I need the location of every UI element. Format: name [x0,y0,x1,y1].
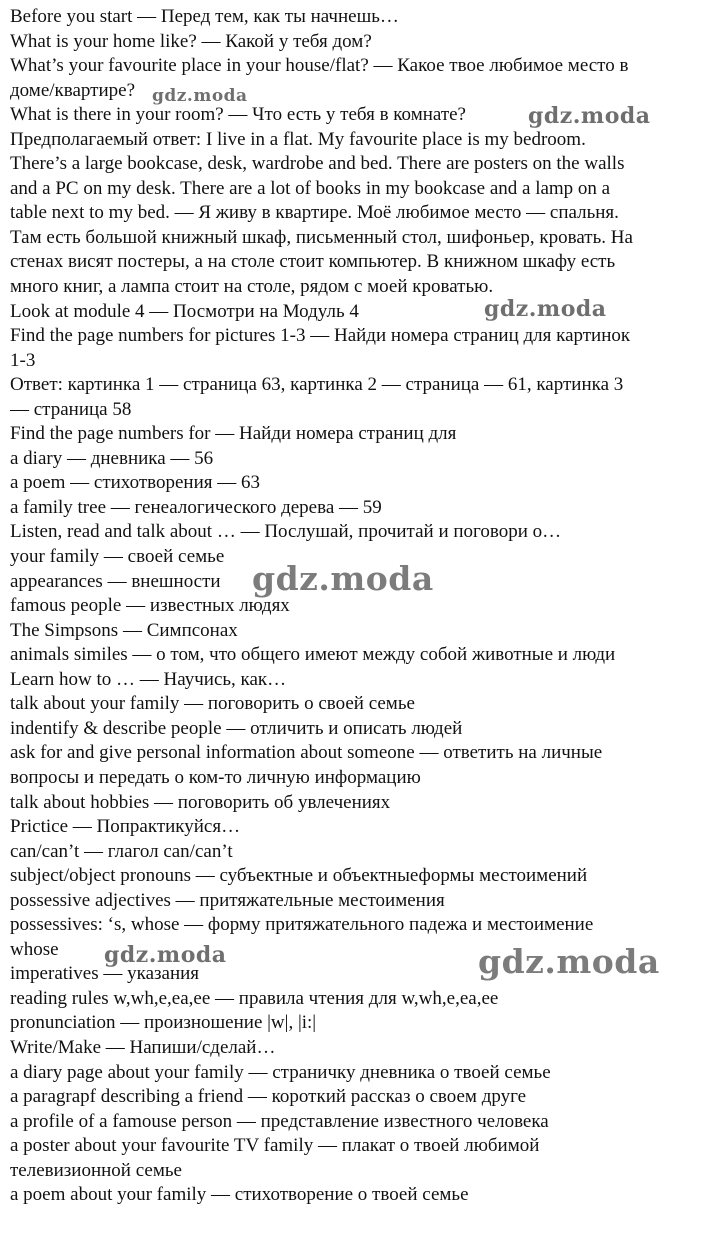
text-line: possessive adjectives — притяжательные местоимения [10,889,445,911]
text-line: Before you start — Перед тем, как ты начнешь… [10,6,399,27]
watermark: gdz.moda [478,942,660,981]
text-line: Learn how to … — Научись, как… [10,668,287,690]
text-line: ask for and give personal information about someone — ответить на личные [10,742,603,764]
text-line: your family — своей семье [10,546,225,568]
text-line: pronunciation — произношение |w|, |i:| [10,1012,317,1034]
text-line: Find the page numbers for — Найди номера страниц для [10,423,457,445]
text-line: a profile of a famouse person — представление известного человека [10,1110,549,1132]
watermark: gdz.moda [152,86,248,106]
watermark: gdz.moda [104,942,227,968]
text-line: and a PC on my desk. There are a lot of books in my bookcase and a lamp on a [10,177,611,199]
text-line: Find the page numbers for pictures 1-3 — Найди номера страниц для картинок [10,325,631,347]
text-line: Write/Make — Напиши/сделай… [10,1036,276,1058]
text-line: reading rules w,wh,e,ea,ee — правила чтения для w,wh,e,ea,ee [10,987,499,1009]
text-line: доме/квартире? [10,79,136,101]
text-line: can/can’t — глагол can/can’t [10,840,233,862]
text-line: a paragrapf describing a friend — короткий рассказ о своем друге [10,1086,527,1108]
text-line: a diary — дневника — 56 [10,447,214,469]
text-line: table next to my bed. — Я живу в квартире. Моё любимое место — спальня. [10,202,619,224]
text-line: imperatives — указания [10,963,200,985]
text-line: Там есть большой книжный шкаф, письменный стол, шифоньер, кровать. На [10,226,633,248]
text-line: What’s your favourite place in your house/flat? — Какое твое любимое место в [10,55,629,77]
text-line: The Simpsons — Симпсонах [10,619,238,641]
text-line: — страница 58 [10,398,132,420]
text-line: indentify & describe people — отличить и описать людей [10,717,463,739]
text-line: Listen, read and talk about … — Послушай, прочитай и поговори о… [10,521,562,543]
document-page [10,5,716,1208]
text-line: a diary page about your family — страничку дневника о твоей семье [10,1061,551,1083]
text-line: There’s a large bookcase, desk, wardrobe and bed. There are posters on the walls [10,153,625,175]
text-line: possessives: ‘s, whose — форму притяжательного падежа и местоимение [10,914,594,936]
text-line: subject/object pronouns — субъектные и объектныеформы местоимений [10,865,588,887]
text-line: телевизионной семье [10,1159,182,1181]
text-line: много книг, а лампа стоит на столе, рядом с моей кроватью. [10,276,494,298]
text-line: animals similes — о том, что общего имеют между собой животные и люди [10,644,616,666]
text-line: Предполагаемый ответ: I live in a flat. My favourite place is my bedroom. [10,128,586,150]
watermark: gdz.moda [252,559,434,598]
text-line: talk about your family — поговорить о своей семье [10,693,415,715]
text-line: Look at module 4 — Посмотри на Модуль 4 [10,300,359,322]
text-line: Ответ: картинка 1 — страница 63, картинка 2 — страница — 61, картинка 3 [10,374,624,396]
text-line: a family tree — генеалогического дерева — 59 [10,496,382,518]
text-line: What is your home like? — Какой у тебя дом? [10,30,372,52]
text-line: стенах висят постеры, а на столе стоит компьютер. В книжном шкафу есть [10,251,616,273]
text-line: Prictice — Попрактикуйся… [10,816,241,838]
text-line: a poem about your family — стихотворение о твоей семье [10,1184,469,1206]
text-line: a poem — стихотворения — 63 [10,472,260,494]
text-line: talk about hobbies — поговорить об увлечениях [10,791,391,813]
text-line: вопросы и передать о ком-то личную информацию [10,766,421,788]
text-line: whose [10,938,59,960]
text-line: 1-3 [10,349,36,371]
watermark: gdz.moda [484,296,607,322]
text-line: a poster about your favourite TV family — плакат о твоей любимой [10,1135,540,1157]
text-line: What is there in your room? — Что есть у тебя в комнате? [10,104,466,126]
text-line: famous people — известных людях [10,595,290,617]
text-line: appearances — внешности [10,570,221,592]
watermark: gdz.moda [528,103,651,129]
